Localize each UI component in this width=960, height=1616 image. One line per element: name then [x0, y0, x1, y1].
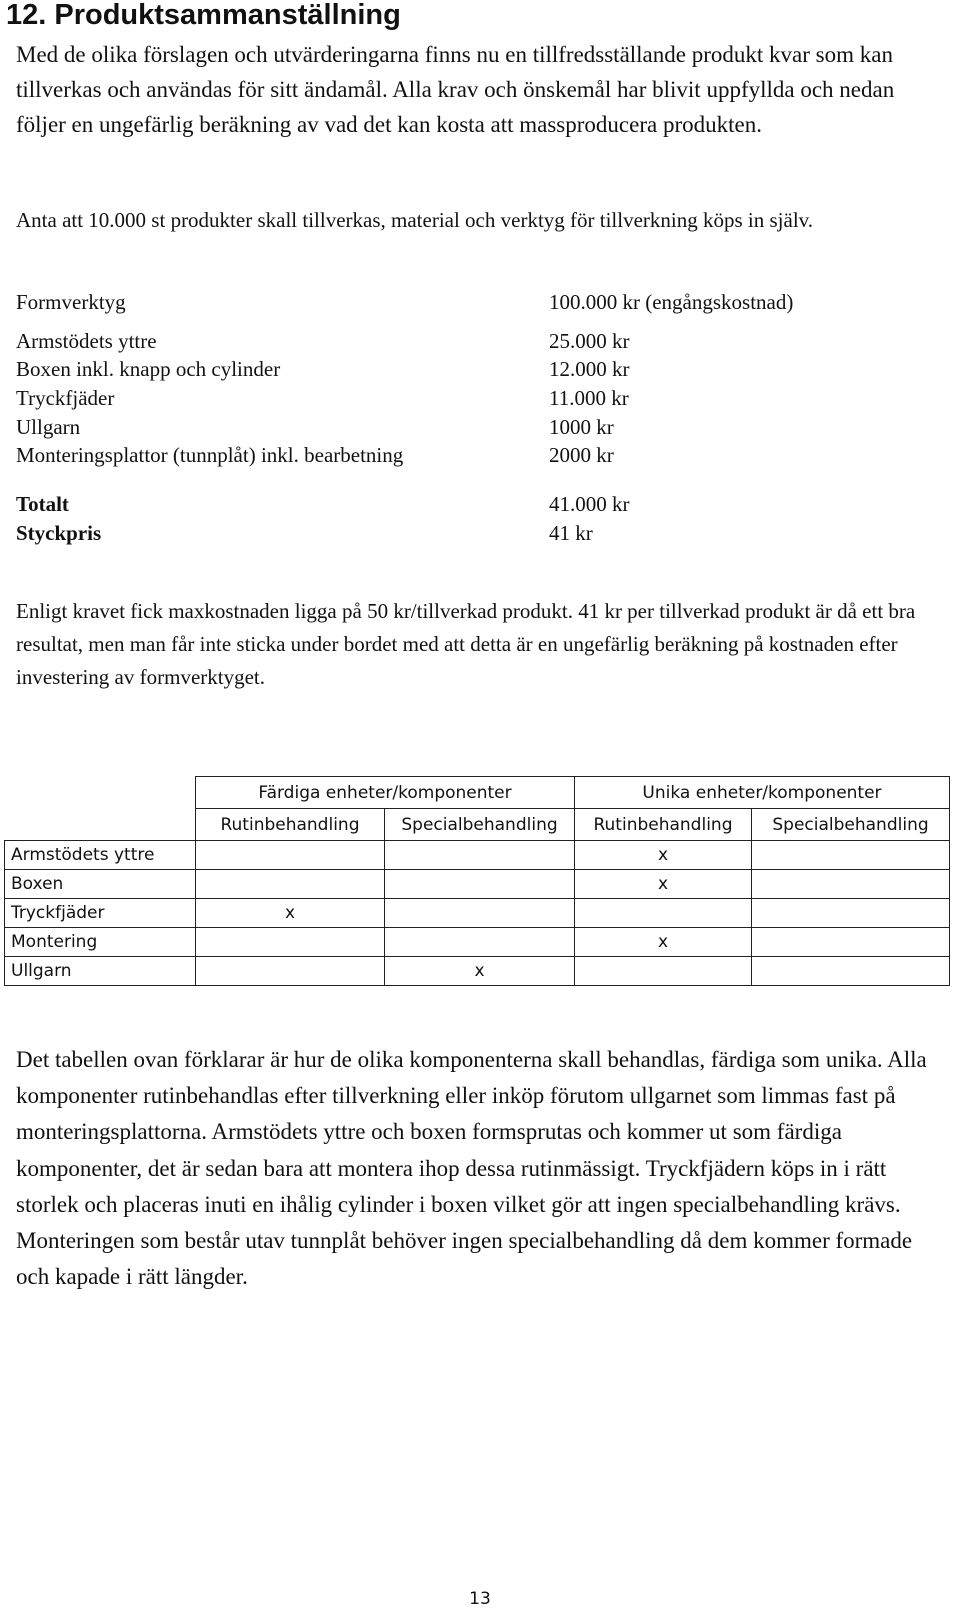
table-corner	[5, 809, 196, 841]
sub-header: Specialbehandling	[752, 809, 950, 841]
cost-label-item: Armstödets yttre	[16, 329, 157, 353]
cost-value-item: 2000 kr	[549, 443, 614, 467]
table-cell	[196, 928, 385, 957]
unit-price-label: Styckpris	[16, 521, 102, 545]
cost-value-item: 12.000 kr	[549, 357, 630, 381]
sub-header: Specialbehandling	[385, 809, 575, 841]
cost-label-item: Tryckfjäder	[16, 386, 115, 410]
cost-value-tooling: 100.000 kr (engångskostnad)	[549, 290, 794, 314]
group-header-finished: Färdiga enheter/komponenter	[196, 777, 575, 809]
sub-header: Rutinbehandling	[575, 809, 752, 841]
table-row	[5, 870, 950, 899]
row-label: Ullgarn	[5, 957, 196, 986]
table-cell	[752, 870, 950, 899]
table-cell	[752, 928, 950, 957]
cost-value-item: 25.000 kr	[549, 329, 630, 353]
row-label: Armstödets yttre	[5, 841, 196, 870]
assumption-paragraph: Anta att 10.000 st produkter skall tillverkas, material och verktyg för tillverkning köps in själv.	[16, 208, 814, 232]
table-row	[5, 899, 950, 928]
table-cell: x	[385, 957, 575, 986]
row-label: Montering	[5, 928, 196, 957]
cost-label-item: Ullgarn	[16, 415, 81, 439]
table-row	[5, 928, 950, 957]
table-cell: x	[196, 899, 385, 928]
component-treatment-table	[4, 776, 950, 986]
sub-header: Rutinbehandling	[196, 809, 385, 841]
table-cell	[752, 841, 950, 870]
cost-label-item: Boxen inkl. knapp och cylinder	[16, 357, 281, 381]
table-cell	[196, 870, 385, 899]
row-label: Tryckfjäder	[5, 899, 196, 928]
table-cell: x	[575, 928, 752, 957]
explanation-paragraph: Det tabellen ovan förklarar är hur de olika komponenterna skall behandlas, färdiga som unika. Alla komponenter rutinbehandlas efter tillverkning eller inköp förutom ullgarnet som limmas fast på monteringsplattorna. Armstödets yttre och boxen formsprutas och kommer ut som färdiga komponenter, det är sedan bara att montera ihop dessa rutinmässigt. Tryckfjädern köps in i rätt storlek och placeras inuti en ihålig cylinder i boxen vilket gör att ingen specialbehandling krävs. Monteringen som består utav tunnplåt behöver ingen specialbehandling då dem kommer formade och kapade i rätt längder.	[16, 1047, 927, 1290]
page-number: 13	[469, 1589, 491, 1609]
cost-label-tooling: Formverktyg	[16, 290, 126, 314]
total-value: 41.000 kr	[549, 492, 630, 516]
table-cell	[575, 899, 752, 928]
table-row	[5, 841, 950, 870]
table-cell	[385, 841, 575, 870]
cost-value-item: 11.000 kr	[549, 386, 629, 410]
row-label: Boxen	[5, 870, 196, 899]
group-header-unique: Unika enheter/komponenter	[575, 777, 950, 809]
table-cell: x	[575, 841, 752, 870]
unit-price-value: 41 kr	[549, 521, 593, 545]
table-cell	[385, 899, 575, 928]
table-row	[5, 957, 950, 986]
table-cell	[752, 957, 950, 986]
table-cell	[196, 957, 385, 986]
section-heading: 12. Produktsammanställning	[6, 0, 401, 31]
table-cell	[385, 870, 575, 899]
table-cell	[575, 957, 752, 986]
table-cell	[385, 928, 575, 957]
intro-paragraph: Med de olika förslagen och utvärderingarna finns nu en tillfredsställande produkt kvar som kan tillverkas och användas för sitt ändamål. Alla krav och önskemål har blivit uppfyllda och nedan följer en ungefärlig beräkning av vad det kan kosta att massproducera produkten.	[16, 42, 895, 137]
table-corner	[5, 777, 196, 809]
cost-value-item: 1000 kr	[549, 415, 614, 439]
total-label: Totalt	[16, 492, 69, 516]
table-cell	[752, 899, 950, 928]
cost-label-item: Monteringsplattor (tunnplåt) inkl. bearbetning	[16, 443, 404, 467]
table-cell: x	[575, 870, 752, 899]
table-cell	[196, 841, 385, 870]
conclusion-paragraph: Enligt kravet fick maxkostnaden ligga på 50 kr/tillverkad produkt. 41 kr per tillverkad produkt är då ett bra resultat, men man får inte sticka under bordet med att detta är en ungefärlig beräkning på kostnaden efter investering av formverktyget.	[16, 599, 916, 689]
